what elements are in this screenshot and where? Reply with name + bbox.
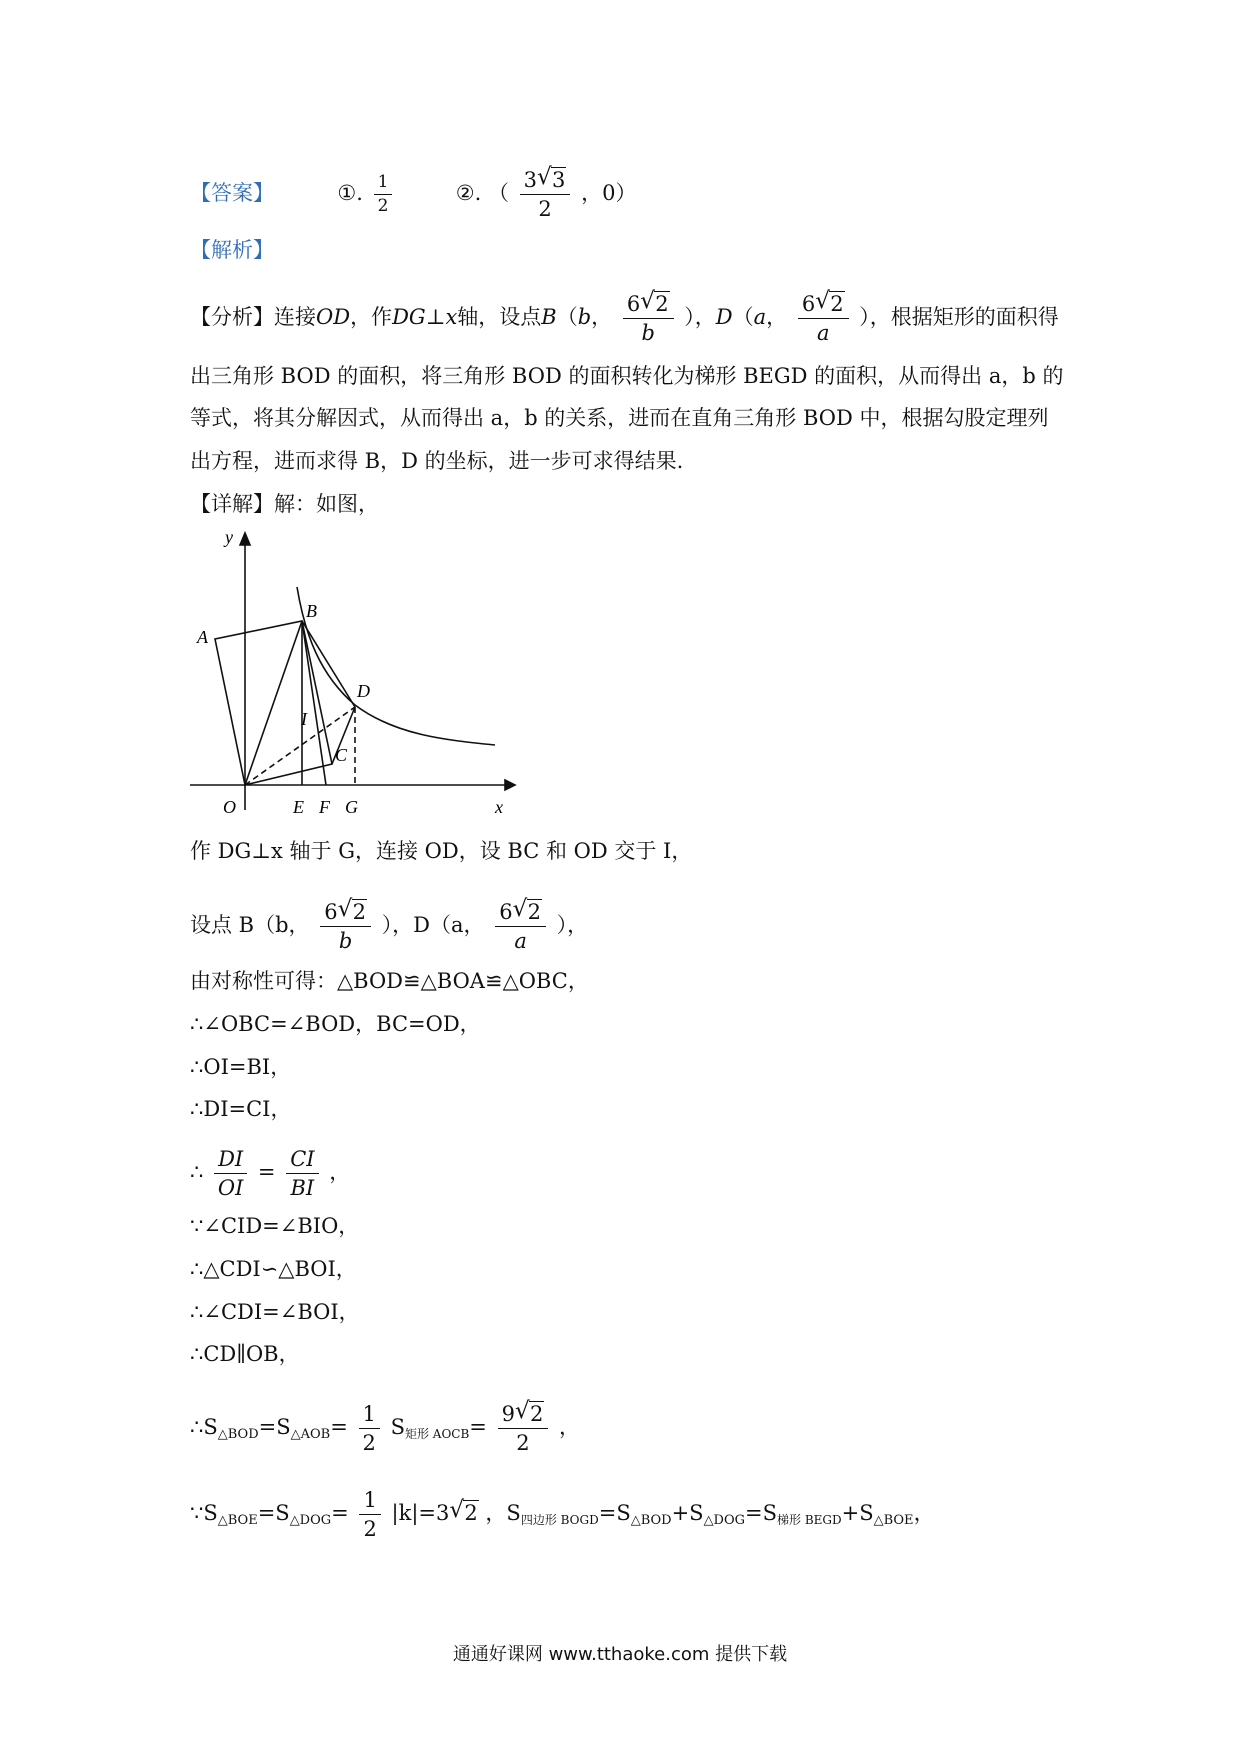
- fraction-a: 6 √ 2 a: [798, 292, 849, 345]
- label-g: G: [345, 797, 358, 815]
- label-b: B: [306, 601, 317, 621]
- label-e: E: [293, 797, 304, 815]
- label-o: O: [223, 797, 236, 815]
- step2-fraction-a: 6 √ 2 a: [495, 900, 546, 953]
- label-i: I: [301, 709, 307, 729]
- label-x: x: [495, 797, 503, 815]
- label-d: D: [357, 681, 370, 701]
- half-fraction-2: $\frac{1}{2}$: [359, 1488, 380, 1541]
- answer-item-1: ①.: [337, 181, 363, 206]
- step-10: ∴∠CDI=∠BOI，: [190, 1300, 360, 1324]
- step-5: ∴OI=BI，: [190, 1055, 292, 1079]
- step-6: ∴DI=CI，: [190, 1097, 292, 1121]
- y-axis-arrow: [240, 533, 250, 545]
- step-2: 设点 B（b， 6 √ 2 b ），D（a， 6 √ 2 a ），: [190, 896, 589, 954]
- analysis-line-4: 出方程，进而求得 B，D 的坐标，进一步可求得结果.: [190, 449, 684, 473]
- step-11: ∴CD∥OB，: [190, 1342, 300, 1366]
- answer-fraction-2: 3 √ 3 2: [520, 168, 571, 221]
- answer-item-2: ②.: [455, 181, 482, 206]
- x-axis-arrow: [505, 780, 515, 790]
- fraction-b: 6 √ 2 b: [623, 292, 674, 345]
- answer-fraction-1: $\frac{1}{2}$: [374, 173, 393, 217]
- step-7: ∴ $\frac{DI}{OI}$ = $\frac{CI}{BI}$ ，: [190, 1147, 351, 1201]
- step-3: 由对称性可得：△BOD≌△BOA≌△OBC，: [190, 969, 589, 993]
- ratio-di-oi: $\frac{DI}{OI}$: [214, 1147, 247, 1200]
- page-footer: 通通好课网 www.tthaoke.com 提供下载: [452, 1644, 788, 1665]
- half-fraction: $\frac{1}{2}$: [359, 1402, 380, 1455]
- step-1: 作 DG⊥x 轴于 G，连接 OD，设 BC 和 OD 交于 I，: [190, 839, 693, 863]
- step-8: ∵∠CID=∠BIO，: [190, 1214, 360, 1238]
- label-y: y: [225, 527, 233, 547]
- detail-line: 【详解】解：如图，: [190, 492, 379, 516]
- label-a: A: [197, 627, 208, 647]
- analysis-line-1: 【分析】连接OD，作DG⊥x轴，设点B（b， 6 √ 2 b ），D（a， 6 √ 2 a ），根据矩形的面积得: [190, 288, 1059, 346]
- analysis-line-2: 出三角形 BOD 的面积，将三角形 BOD 的面积转化为梯形 BEGD 的面积，从而得出 a，b 的: [190, 364, 1064, 388]
- answer-tag: 【答案】: [190, 181, 274, 206]
- label-f: F: [319, 797, 330, 815]
- segment-BF: [302, 621, 326, 785]
- hyperbola-curve: [297, 587, 495, 745]
- step2-fraction-b: 6 √ 2 b: [320, 900, 371, 953]
- ratio-ci-bi: $\frac{CI}{BI}$: [286, 1147, 318, 1200]
- label-c: C: [335, 745, 348, 765]
- area-fraction: 9 √ 2 2: [498, 1402, 549, 1455]
- analysis-heading: 【解析】: [190, 238, 274, 262]
- step-4: ∴∠OBC=∠BOD，BC=OD，: [190, 1012, 481, 1036]
- geometry-figure: [185, 525, 525, 815]
- step-12: $\therefore S_{\triangle BOD}=S_{\triangle AOB}=$ $\frac{1}{2}$ S矩形 AOCB= 9 √ 2 2 ，: [190, 1398, 581, 1456]
- answer-line: 【答案】 ①. $\frac{1}{2}$ ②. （ 3 √ 3 2 ，0）: [190, 164, 637, 222]
- segment-OB: [245, 621, 302, 785]
- analysis-line-3: 等式，将其分解因式，从而得出 a，b 的关系，进而在直角三角形 BOD 中，根据勾股定理列: [190, 406, 1049, 430]
- step-13: $\because S_{\triangle BOE}=S_{\triangle DOG}=$ $\frac{1}{2}$ |k|=3 √ 2 ，S四边形 $BOGD=S_{\triangle BOD}+S_{\triangle DOG}=S$梯形 $BEGD+S_{\triangle BOE}$，: [190, 1488, 935, 1542]
- segment-BD: [302, 621, 355, 707]
- step-9: ∴△CDI∽△BOI，: [190, 1257, 357, 1281]
